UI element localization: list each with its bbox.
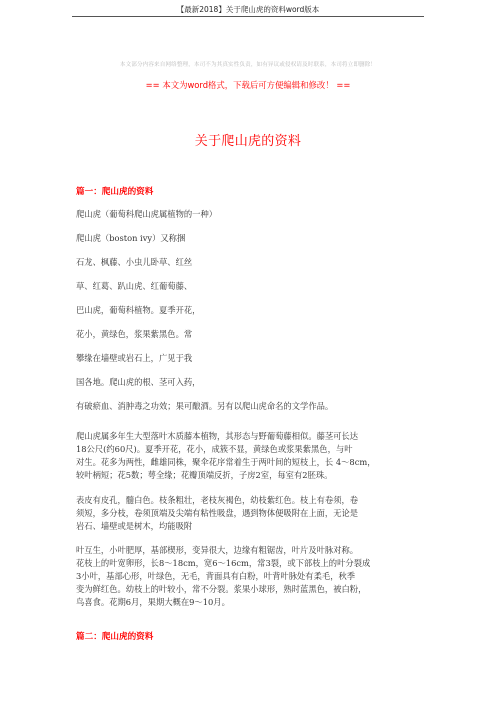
body-line: 石龙、枫藤、小虫儿卧草、红丝 [76,257,193,267]
section-heading: 篇二：爬山虎的资料 [76,632,154,642]
paragraph-line: 3小叶，基部心形，叶绿色，无毛，背面具有白粉，叶背叶脉处有柔毛，秋季 [76,571,356,581]
body-line: 花小，黄绿色，浆果紫黑色。常 [76,329,193,339]
paragraph-line: 对生。花多为两性，雌雄同株，聚伞花序常着生于两叶间的短枝上，长 4～8cm， [76,457,376,467]
body-line: 巴山虎，葡萄科植物。夏季开花， [76,305,201,315]
paragraph-line: 岩石、墙壁或是树木，均能吸附 [76,521,193,531]
body-paragraph [76,494,426,533]
paragraph-line: 叶互生，小叶肥厚，基部楔形，变异很大，边缘有粗锯齿，叶片及叶脉对称。 [76,545,359,555]
paragraph-line: 花枝上的叶宽卵形，长8～18cm，宽6～16cm，常3裂，或下部枝上的叶分裂成 [76,558,371,568]
paragraph-line: 18公尺(约60尺)。夏季开花，花小，成簇不显，黄绿色或浆果紫黑色，与叶 [76,444,353,454]
body-line: 爬山虎（葡萄科爬山虎属植物的一种） [76,209,218,219]
body-line: 爬山虎（boston ivy）又称捆 [76,233,186,243]
body-paragraph [76,544,426,609]
header-divider [72,16,424,17]
word-format-notice: == 本文为word格式，下载后可方便编辑和修改！ == [145,80,351,90]
paragraph-line: 表皮有皮孔，髓白色。枝条粗壮，老枝灰褐色，幼枝紫红色。枝上有卷须，卷 [76,495,359,505]
paragraph-line: 爬山虎属多年生大型落叶木质藤本植物，其形态与野葡萄藤相似。藤茎可长达 [76,431,359,441]
paragraph-line: 须短，多分枝，卷须顶端及尖端有粘性吸盘，遇到物体便吸附在上面，无论是 [76,508,359,518]
paragraph-line: 鸟喜食。花期6月，果期大概在9～10月。 [76,597,230,607]
body-line: 国各地。爬山虎的根、茎可入药， [76,377,201,387]
disclaimer-text: 本文部分内容来自网络整理，本司不为其真实性负责，如有异议或侵权请及时联系，本司将立即删除！ [119,62,377,68]
body-line: 攀缘在墙壁或岩石上，广见于我 [76,353,193,363]
document-title: 关于爬山虎的资料 [194,134,302,149]
paragraph-line: 变为鲜红色。幼枝上的叶较小，常不分裂。浆果小球形，熟时蓝黑色，被白粉， [76,584,367,594]
section-heading: 篇一：爬山虎的资料 [76,187,154,197]
paragraph-line: 较叶柄短；花5数；萼全缘；花瓣顶端反折，子房2室，每室有2胚珠。 [76,470,333,480]
page-header-title: 【最新2018】关于爬山虎的资料word版本 [176,5,320,14]
body-paragraph [76,430,426,482]
body-line: 草、红葛、趴山虎、红葡萄藤、 [76,281,193,291]
body-line: 有破瘀血、消肿毒之功效；果可酿酒。另有以爬山虎命名的文学作品。 [76,401,334,411]
